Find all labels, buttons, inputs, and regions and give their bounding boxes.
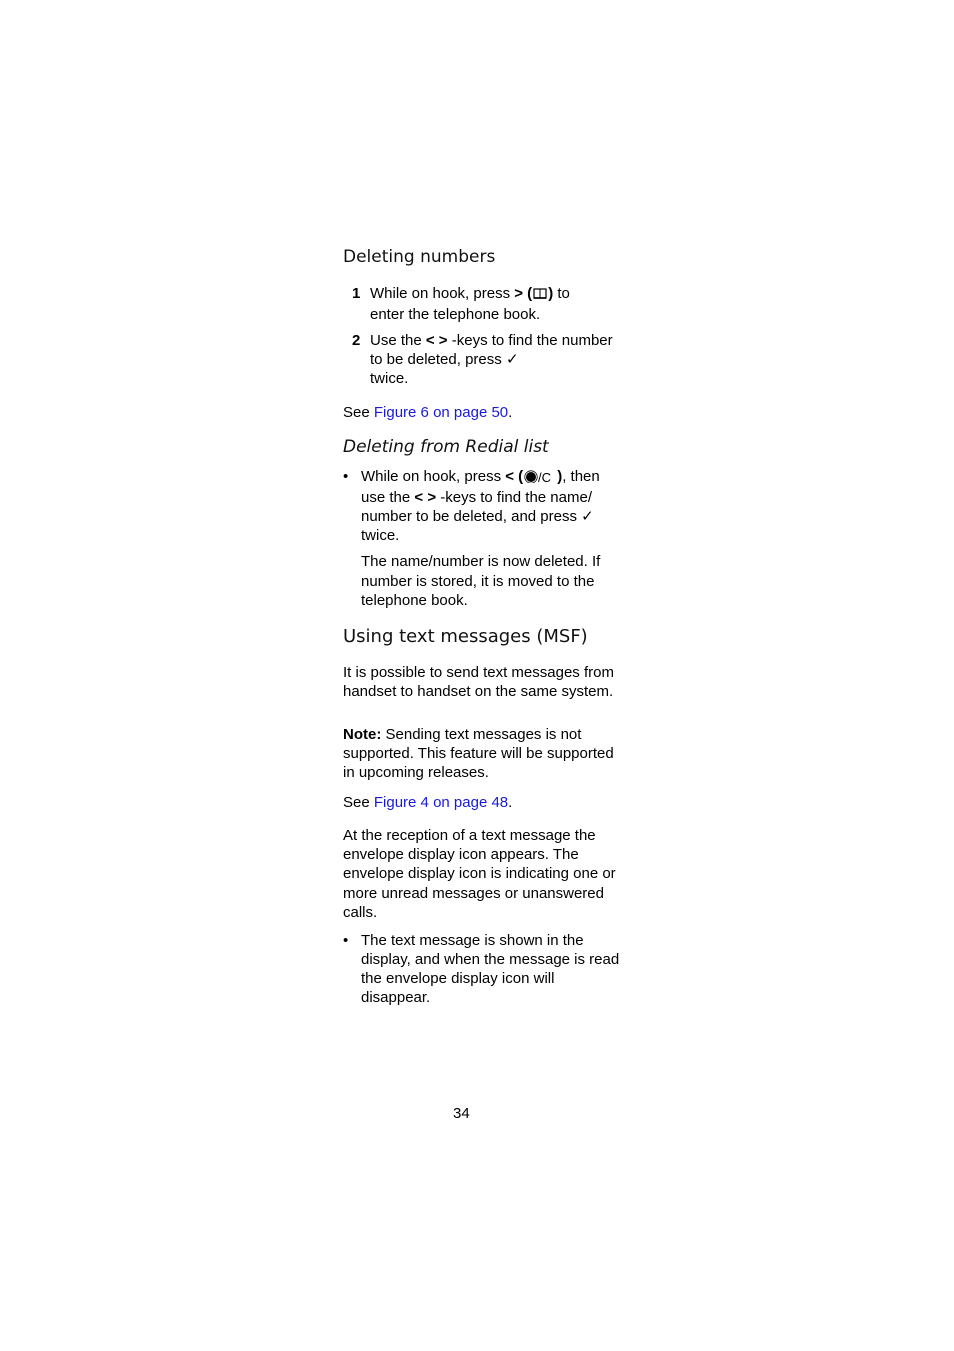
key-right-close: ) <box>548 285 554 302</box>
step-text: to <box>557 285 570 302</box>
checkmark-icon: ✓ <box>581 508 594 525</box>
section-heading-deleting-numbers: Deleting numbers <box>343 247 496 267</box>
bullet-text: While on hook, press <box>361 468 502 485</box>
bullet-text: , then use the <box>361 468 600 506</box>
period: . <box>508 404 513 421</box>
bullet-redial <box>343 467 623 545</box>
page-number: 34 <box>453 1105 470 1122</box>
paragraph-intro: It is possible to send text messages from handset to handset on the same system. <box>343 664 614 700</box>
see-reference <box>343 403 623 422</box>
key-left: < ( <box>505 468 524 485</box>
note-paragraph <box>343 725 623 782</box>
bullet-text: twice. <box>361 527 400 544</box>
step-2 <box>343 331 623 388</box>
redial-clear-icon <box>523 469 557 488</box>
step-text: enter the telephone book. <box>370 306 541 323</box>
section-heading-text-messages: Using text messages (MSF) <box>343 626 588 647</box>
step-text: -keys to find the number to be deleted, press <box>370 332 613 368</box>
figure-6-link[interactable]: Figure 6 on page 50 <box>373 404 509 421</box>
step-text: twice. <box>370 370 409 387</box>
see-label: See <box>343 404 370 421</box>
bullet-text-message <box>343 931 623 1007</box>
phonebook-icon <box>532 286 548 305</box>
bullet-text: The text message is shown in the display, and when the message is read the envelope display icon will disappear. <box>361 932 620 1006</box>
see-reference <box>343 793 623 812</box>
see-label: See <box>343 794 370 811</box>
period: . <box>508 794 513 811</box>
step-number: 2 <box>352 332 361 349</box>
step-number: 1 <box>352 285 361 302</box>
figure-4-link[interactable]: Figure 4 on page 48 <box>373 794 509 811</box>
section-heading-redial: Deleting from Redial list <box>343 437 549 457</box>
bullet-text: -keys to find the name/ number to be deleted, and press <box>361 489 592 525</box>
checkmark-icon: ✓ <box>505 351 519 368</box>
step-1 <box>343 284 623 324</box>
redial-note: The name/number is now deleted. If number is stored, it is moved to the telephone book. <box>361 553 601 609</box>
bullet-dot: • <box>343 932 349 949</box>
step-text: While on hook, press <box>370 285 511 302</box>
bullet-dot: • <box>343 468 349 485</box>
svg-text:/C: /C <box>538 470 552 483</box>
keys-left-right: < > <box>414 489 437 506</box>
key-right: > ( <box>514 285 533 302</box>
note-text: Sending text messages is not supported. This feature will be supported in upcoming releases. <box>343 726 614 781</box>
paragraph-reception: At the reception of a text message the envelope display icon appears. The envelope display icon is indicating one or more unread messages or unanswered calls. <box>343 827 616 921</box>
note-label: Note: <box>343 726 382 743</box>
keys-left-right: < > <box>425 332 448 349</box>
step-text: Use the <box>370 332 422 349</box>
key-left-close: ) <box>557 468 563 485</box>
